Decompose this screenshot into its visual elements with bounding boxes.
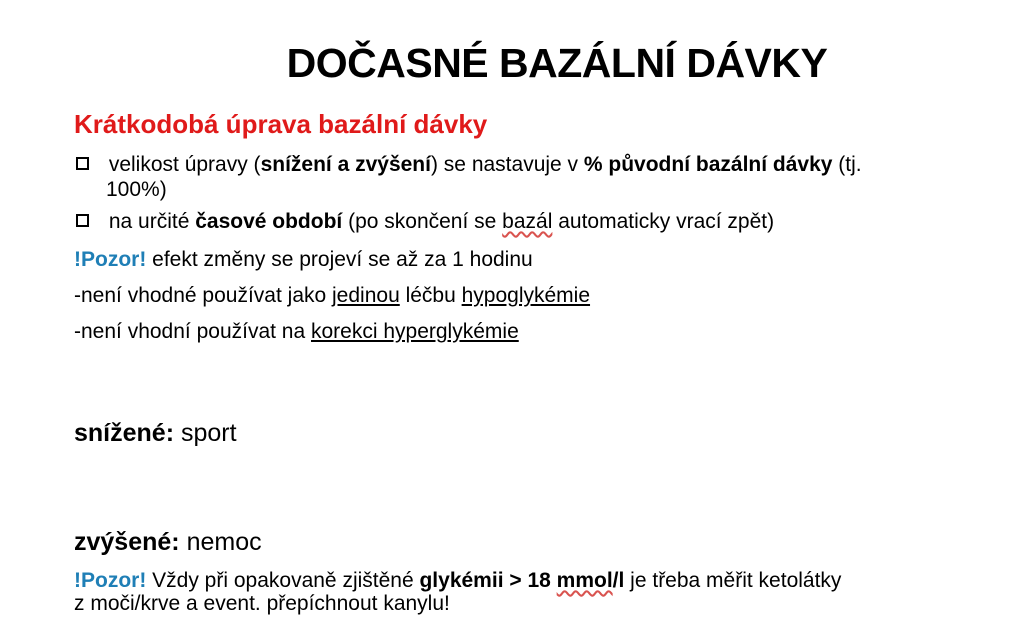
increased-section: zvýšené: nemoc: [74, 528, 262, 556]
warning-label: !Pozor!: [74, 248, 147, 271]
bullet-item-time-period: na určité časové období (po skončení se bazál automaticky vrací zpět): [76, 210, 774, 234]
warning-line-2-continuation: z moči/krve a event. přepíchnout kanylu!: [74, 592, 450, 615]
checkbox-icon: [76, 157, 89, 170]
decreased-label: snížené:: [74, 419, 175, 447]
warning-line-1: !Pozor! efekt změny se projeví se až za 1 hodinu: [74, 248, 533, 271]
checkbox-icon: [76, 214, 89, 227]
note-line-1: -není vhodné používat jako jedinou léčbu hypoglykémie: [74, 284, 591, 307]
slide-subtitle: Krátkodobá úprava bazální dávky: [74, 109, 488, 139]
warning-line-2: !Pozor! Vždy při opakovaně zjištěné glykémii > 18 mmol/l je třeba měřit ketolátky: [74, 569, 842, 592]
warning-label: !Pozor!: [74, 569, 147, 592]
increased-label: zvýšené:: [74, 528, 180, 556]
bullet-item-adjustment-size: velikost úpravy (snížení a zvýšení) se nastavuje v % původní bazální dávky (tj.: [76, 153, 862, 177]
note-line-2: -není vhodní používat na korekci hyperglykémie: [74, 320, 519, 343]
slide-title: DOČASNÉ BAZÁLNÍ DÁVKY: [286, 40, 828, 86]
decreased-section: snížené: sport: [74, 419, 237, 447]
bullet-item-continuation: 100%): [106, 178, 167, 201]
